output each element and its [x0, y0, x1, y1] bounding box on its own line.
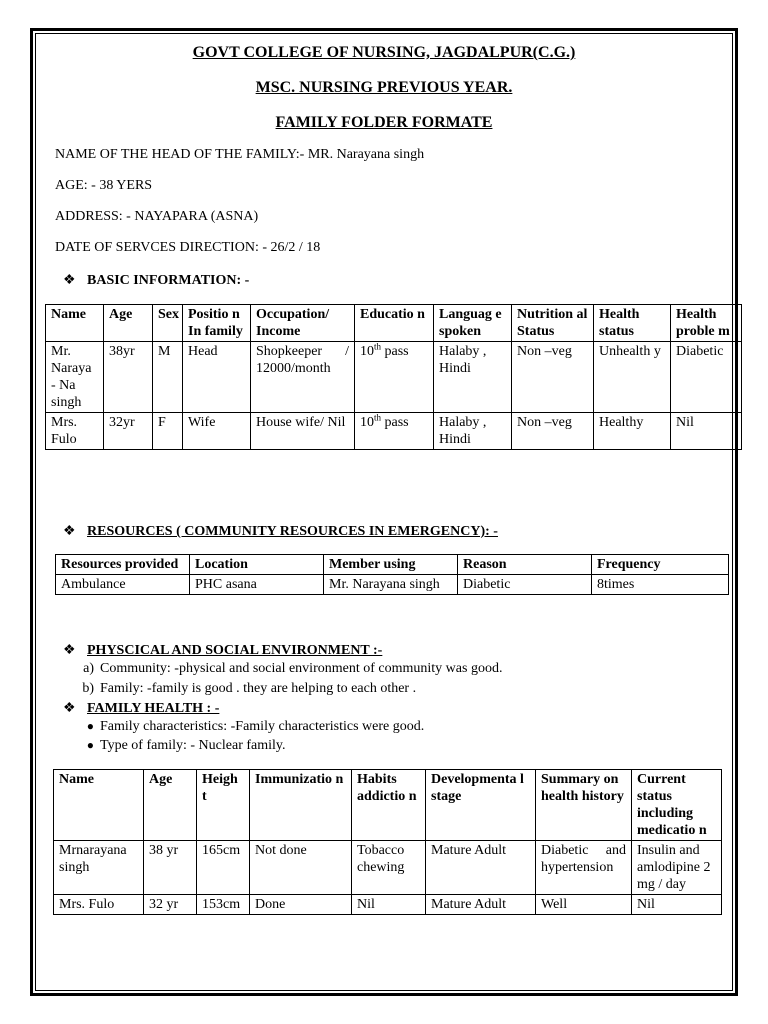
list-item: ● Type of family: - Nuclear family. — [70, 738, 286, 754]
cell-age: 32yr — [104, 413, 153, 450]
cell-language: Halaby , Hindi — [434, 342, 512, 413]
resources-table — [55, 554, 729, 595]
diamond-bullet-icon: ❖ — [63, 701, 76, 716]
diamond-bullet-icon: ❖ — [63, 524, 76, 539]
basic-info-table — [45, 304, 742, 450]
cell-health-problem: Diabetic — [671, 342, 742, 413]
diamond-bullet-icon: ❖ — [63, 273, 76, 288]
table-row — [56, 575, 729, 595]
cell-member: Mr. Narayana singh — [324, 575, 458, 595]
cell-position: Wife — [183, 413, 251, 450]
cell-developmental-stage: Mature Adult — [426, 841, 536, 895]
cell-name: Mrs. Fulo — [46, 413, 104, 450]
cell-resource: Ambulance — [56, 575, 190, 595]
family-health-heading: ❖ FAMILY HEALTH : - — [63, 701, 220, 716]
table-header-row — [46, 305, 742, 342]
table-row — [54, 841, 722, 895]
cell-position: Head — [183, 342, 251, 413]
table-row — [46, 413, 742, 450]
basic-info-heading: ❖ BASIC INFORMATION: - — [63, 273, 250, 288]
cell-sex: M — [153, 342, 183, 413]
address-line: ADDRESS: - NAYAPARA (ASNA) — [55, 209, 259, 224]
table-row — [54, 895, 722, 915]
cell-health-history: Diabetic and hypertension — [536, 841, 632, 895]
cell-name: Mrnarayana singh — [54, 841, 144, 895]
cell-current-status: Nil — [632, 895, 722, 915]
cell-occupation: Shopkeeper / 12000/month — [251, 342, 355, 413]
column-header: Frequency — [592, 555, 729, 575]
bullet-dot-icon: ● — [86, 738, 94, 752]
college-title: GOVT COLLEGE OF NURSING, JAGDALPUR(C.G.) — [192, 44, 576, 61]
column-header: Immunizatio n — [250, 770, 352, 841]
column-header: Heigh t — [197, 770, 250, 841]
column-header: Positio n In family — [183, 305, 251, 342]
column-header: Health status — [594, 305, 671, 342]
column-header: Resources provided — [56, 555, 190, 575]
cell-name: Mr. Naraya - Na singh — [46, 342, 104, 413]
column-header: Reason — [458, 555, 592, 575]
cell-language: Halaby , Hindi — [434, 413, 512, 450]
age-line: AGE: - 38 YERS — [55, 178, 153, 193]
cell-immunization: Not done — [250, 841, 352, 895]
column-header: Summary on health history — [536, 770, 632, 841]
column-header: Occupation/ Income — [251, 305, 355, 342]
cell-nutrition: Non –veg — [512, 342, 594, 413]
cell-reason: Diabetic — [458, 575, 592, 595]
cell-health-problem: Nil — [671, 413, 742, 450]
column-header: Member using — [324, 555, 458, 575]
family-health-table — [53, 769, 722, 915]
cell-habits: Nil — [352, 895, 426, 915]
cell-education: 10th pass — [355, 342, 434, 413]
cell-health-status: Unhealth y — [594, 342, 671, 413]
table-header-row — [56, 555, 729, 575]
cell-frequency: 8times — [592, 575, 729, 595]
column-header: Location — [190, 555, 324, 575]
column-header: Age — [104, 305, 153, 342]
cell-education: 10th pass — [355, 413, 434, 450]
cell-location: PHC asana — [190, 575, 324, 595]
column-header: Developmenta l stage — [426, 770, 536, 841]
list-item: ● Family characteristics: -Family characteristics were good. — [70, 719, 424, 735]
column-header: Health proble m — [671, 305, 742, 342]
cell-health-history: Well — [536, 895, 632, 915]
environment-heading: ❖ PHYSCICAL AND SOCIAL ENVIRONMENT :- — [63, 643, 383, 658]
list-item: b) Family: -family is good . they are helping to each other . — [82, 681, 417, 696]
resources-heading: ❖ RESOURCES ( COMMUNITY RESOURCES IN EMERGENCY): - — [63, 524, 498, 539]
column-header: Languag e spoken — [434, 305, 512, 342]
column-header: Educatio n — [355, 305, 434, 342]
column-header: Sex — [153, 305, 183, 342]
table-row — [46, 342, 742, 413]
course-title: MSC. NURSING PREVIOUS YEAR. — [255, 79, 513, 96]
cell-age: 38 yr — [144, 841, 197, 895]
diamond-bullet-icon: ❖ — [63, 643, 76, 658]
head-of-family-line: NAME OF THE HEAD OF THE FAMILY:- MR. Narayana singh — [55, 147, 425, 162]
column-header: Current status including medicatio n — [632, 770, 722, 841]
column-header: Nutrition al Status — [512, 305, 594, 342]
cell-occupation: House wife/ Nil — [251, 413, 355, 450]
cell-name: Mrs. Fulo — [54, 895, 144, 915]
document-title: FAMILY FOLDER FORMATE — [275, 114, 493, 131]
date-line: DATE OF SERVCES DIRECTION: - 26/2 / 18 — [55, 240, 321, 255]
cell-sex: F — [153, 413, 183, 450]
cell-current-status: Insulin and amlodipine 2 mg / day — [632, 841, 722, 895]
table-header-row — [54, 770, 722, 841]
cell-height: 165cm — [197, 841, 250, 895]
cell-developmental-stage: Mature Adult — [426, 895, 536, 915]
cell-habits: Tobacco chewing — [352, 841, 426, 895]
cell-height: 153cm — [197, 895, 250, 915]
cell-immunization: Done — [250, 895, 352, 915]
column-header: Name — [54, 770, 144, 841]
column-header: Name — [46, 305, 104, 342]
cell-age: 32 yr — [144, 895, 197, 915]
column-header: Habits addictio n — [352, 770, 426, 841]
bullet-dot-icon: ● — [86, 719, 94, 733]
cell-nutrition: Non –veg — [512, 413, 594, 450]
list-item: a) Community: -physical and social environment of community was good. — [83, 661, 503, 676]
column-header: Age — [144, 770, 197, 841]
cell-age: 38yr — [104, 342, 153, 413]
cell-health-status: Healthy — [594, 413, 671, 450]
